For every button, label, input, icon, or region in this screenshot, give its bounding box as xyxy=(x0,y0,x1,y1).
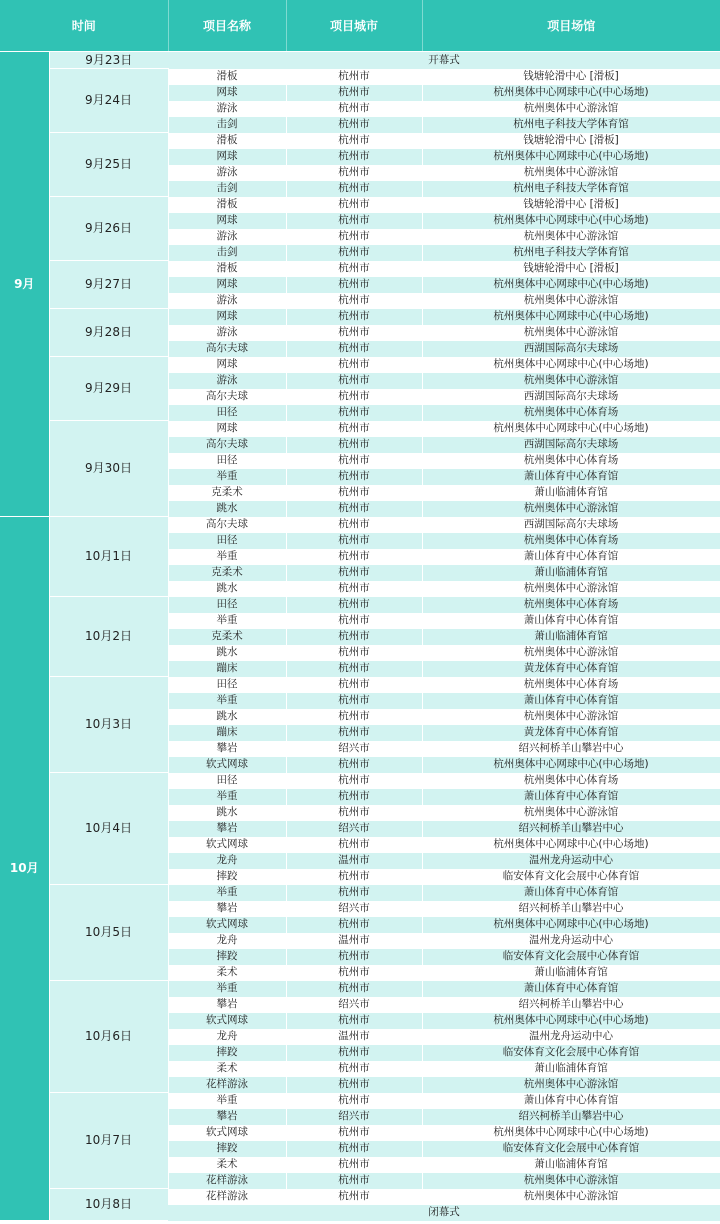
venue-cell: 温州龙舟运动中心 xyxy=(422,1029,720,1045)
event-row xyxy=(0,885,720,901)
sport-cell: 克柔术 xyxy=(168,485,286,501)
venue-cell: 杭州奥体中心网球中心(中心场地) xyxy=(422,1125,720,1141)
sport-cell: 网球 xyxy=(168,309,286,325)
venue-cell: 杭州奥体中心游泳馆 xyxy=(422,581,720,597)
city-cell: 杭州市 xyxy=(286,69,422,85)
venue-cell: 杭州奥体中心游泳馆 xyxy=(422,709,720,725)
date-cell: 9月23日 xyxy=(49,52,168,69)
sport-cell: 软式网球 xyxy=(168,837,286,853)
sport-cell: 花样游泳 xyxy=(168,1173,286,1189)
venue-cell: 杭州奥体中心体育场 xyxy=(422,597,720,613)
venue-cell: 杭州奥体中心游泳馆 xyxy=(422,805,720,821)
sport-cell: 攀岩 xyxy=(168,901,286,917)
date-cell: 10月2日 xyxy=(49,597,168,677)
sport-cell: 克柔术 xyxy=(168,629,286,645)
venue-cell: 萧山临浦体育馆 xyxy=(422,629,720,645)
city-cell: 温州市 xyxy=(286,1029,422,1045)
venue-cell: 钱塘轮滑中心 [滑板] xyxy=(422,69,720,85)
city-cell: 杭州市 xyxy=(286,565,422,581)
sport-cell: 网球 xyxy=(168,421,286,437)
date-cell: 10月7日 xyxy=(49,1093,168,1189)
city-cell: 温州市 xyxy=(286,853,422,869)
sport-cell: 攀岩 xyxy=(168,741,286,757)
venue-cell: 绍兴柯桥羊山攀岩中心 xyxy=(422,821,720,837)
sport-cell: 击剑 xyxy=(168,181,286,197)
venue-cell: 黄龙体育中心体育馆 xyxy=(422,725,720,741)
venue-cell: 杭州奥体中心网球中心(中心场地) xyxy=(422,309,720,325)
venue-cell: 临安体育文化会展中心体育馆 xyxy=(422,1141,720,1157)
city-cell: 杭州市 xyxy=(286,885,422,901)
venue-cell: 杭州奥体中心游泳馆 xyxy=(422,165,720,181)
sport-cell: 举重 xyxy=(168,549,286,565)
city-cell: 温州市 xyxy=(286,933,422,949)
venue-cell: 西湖国际高尔夫球场 xyxy=(422,517,720,533)
city-cell: 杭州市 xyxy=(286,1093,422,1109)
sport-cell: 跳水 xyxy=(168,581,286,597)
sport-cell: 跳水 xyxy=(168,501,286,517)
sport-cell: 软式网球 xyxy=(168,1013,286,1029)
sport-cell: 软式网球 xyxy=(168,757,286,773)
venue-cell: 杭州奥体中心游泳馆 xyxy=(422,229,720,245)
city-cell: 绍兴市 xyxy=(286,901,422,917)
sport-cell: 网球 xyxy=(168,357,286,373)
venue-cell: 杭州电子科技大学体育馆 xyxy=(422,245,720,261)
month-label: 9月 xyxy=(0,52,49,517)
city-cell: 杭州市 xyxy=(286,229,422,245)
venue-cell: 萧山临浦体育馆 xyxy=(422,485,720,501)
sport-cell: 举重 xyxy=(168,789,286,805)
city-cell: 杭州市 xyxy=(286,981,422,997)
event-row xyxy=(0,261,720,277)
event-row xyxy=(0,1189,720,1205)
venue-cell: 钱塘轮滑中心 [滑板] xyxy=(422,261,720,277)
venue-cell: 杭州奥体中心网球中心(中心场地) xyxy=(422,149,720,165)
venue-cell: 杭州奥体中心游泳馆 xyxy=(422,645,720,661)
city-cell: 杭州市 xyxy=(286,581,422,597)
header-venue: 项目场馆 xyxy=(422,0,720,52)
sport-cell: 游泳 xyxy=(168,165,286,181)
sport-cell: 跳水 xyxy=(168,645,286,661)
sport-cell: 克柔术 xyxy=(168,565,286,581)
venue-cell: 温州龙舟运动中心 xyxy=(422,853,720,869)
date-cell: 9月30日 xyxy=(49,421,168,517)
sport-cell: 柔术 xyxy=(168,1061,286,1077)
sport-cell: 田径 xyxy=(168,405,286,421)
city-cell: 杭州市 xyxy=(286,917,422,933)
venue-cell: 杭州奥体中心网球中心(中心场地) xyxy=(422,85,720,101)
sport-cell: 举重 xyxy=(168,693,286,709)
city-cell: 杭州市 xyxy=(286,325,422,341)
date-cell: 9月24日 xyxy=(49,69,168,133)
event-row xyxy=(0,517,720,533)
city-cell: 杭州市 xyxy=(286,1173,422,1189)
city-cell: 绍兴市 xyxy=(286,821,422,837)
venue-cell: 杭州奥体中心网球中心(中心场地) xyxy=(422,757,720,773)
sport-cell: 游泳 xyxy=(168,229,286,245)
city-cell: 杭州市 xyxy=(286,181,422,197)
city-cell: 杭州市 xyxy=(286,341,422,357)
city-cell: 杭州市 xyxy=(286,389,422,405)
city-cell: 杭州市 xyxy=(286,613,422,629)
sport-cell: 柔术 xyxy=(168,965,286,981)
venue-cell: 萧山临浦体育馆 xyxy=(422,965,720,981)
venue-cell: 绍兴柯桥羊山攀岩中心 xyxy=(422,1109,720,1125)
sport-cell: 滑板 xyxy=(168,133,286,149)
city-cell: 杭州市 xyxy=(286,805,422,821)
venue-cell: 杭州奥体中心网球中心(中心场地) xyxy=(422,357,720,373)
sport-cell: 滑板 xyxy=(168,197,286,213)
city-cell: 杭州市 xyxy=(286,149,422,165)
month-label: 10月 xyxy=(0,517,49,1221)
event-row xyxy=(0,421,720,437)
city-cell: 杭州市 xyxy=(286,709,422,725)
venue-cell: 萧山体育中心体育馆 xyxy=(422,981,720,997)
sport-cell: 龙舟 xyxy=(168,853,286,869)
city-cell: 杭州市 xyxy=(286,1013,422,1029)
date-cell: 10月8日 xyxy=(49,1189,168,1221)
sport-cell: 田径 xyxy=(168,773,286,789)
city-cell: 杭州市 xyxy=(286,677,422,693)
city-cell: 杭州市 xyxy=(286,1189,422,1205)
city-cell: 杭州市 xyxy=(286,757,422,773)
venue-cell: 杭州电子科技大学体育馆 xyxy=(422,181,720,197)
venue-cell: 杭州奥体中心网球中心(中心场地) xyxy=(422,837,720,853)
venue-cell: 杭州奥体中心游泳馆 xyxy=(422,373,720,389)
city-cell: 杭州市 xyxy=(286,965,422,981)
ceremony-row xyxy=(0,52,720,69)
venue-cell: 临安体育文化会展中心体育馆 xyxy=(422,949,720,965)
header-row xyxy=(0,0,720,52)
venue-cell: 萧山体育中心体育馆 xyxy=(422,549,720,565)
venue-cell: 杭州奥体中心游泳馆 xyxy=(422,1173,720,1189)
venue-cell: 杭州奥体中心游泳馆 xyxy=(422,325,720,341)
event-row xyxy=(0,773,720,789)
city-cell: 杭州市 xyxy=(286,261,422,277)
sport-cell: 游泳 xyxy=(168,101,286,117)
city-cell: 杭州市 xyxy=(286,101,422,117)
city-cell: 杭州市 xyxy=(286,949,422,965)
city-cell: 杭州市 xyxy=(286,421,422,437)
city-cell: 杭州市 xyxy=(286,293,422,309)
date-cell: 9月28日 xyxy=(49,309,168,357)
sport-cell: 蹦床 xyxy=(168,725,286,741)
event-row xyxy=(0,309,720,325)
date-cell: 9月25日 xyxy=(49,133,168,197)
event-row xyxy=(0,357,720,373)
venue-cell: 杭州奥体中心网球中心(中心场地) xyxy=(422,421,720,437)
sport-cell: 软式网球 xyxy=(168,1125,286,1141)
venue-cell: 钱塘轮滑中心 [滑板] xyxy=(422,197,720,213)
ceremony-cell: 闭幕式 xyxy=(168,1205,720,1221)
city-cell: 杭州市 xyxy=(286,869,422,885)
venue-cell: 黄龙体育中心体育馆 xyxy=(422,661,720,677)
city-cell: 杭州市 xyxy=(286,245,422,261)
venue-cell: 绍兴柯桥羊山攀岩中心 xyxy=(422,741,720,757)
city-cell: 杭州市 xyxy=(286,661,422,677)
sport-cell: 跳水 xyxy=(168,709,286,725)
sport-cell: 摔跤 xyxy=(168,949,286,965)
sport-cell: 田径 xyxy=(168,677,286,693)
city-cell: 杭州市 xyxy=(286,405,422,421)
venue-cell: 杭州奥体中心游泳馆 xyxy=(422,293,720,309)
date-cell: 9月27日 xyxy=(49,261,168,309)
venue-cell: 萧山体育中心体育馆 xyxy=(422,469,720,485)
sport-cell: 高尔夫球 xyxy=(168,389,286,405)
sport-cell: 网球 xyxy=(168,149,286,165)
venue-cell: 绍兴柯桥羊山攀岩中心 xyxy=(422,997,720,1013)
city-cell: 杭州市 xyxy=(286,773,422,789)
venue-cell: 杭州奥体中心游泳馆 xyxy=(422,1189,720,1205)
city-cell: 杭州市 xyxy=(286,1157,422,1173)
date-cell: 9月29日 xyxy=(49,357,168,421)
sport-cell: 攀岩 xyxy=(168,997,286,1013)
sport-cell: 游泳 xyxy=(168,293,286,309)
venue-cell: 萧山体育中心体育馆 xyxy=(422,789,720,805)
sport-cell: 花样游泳 xyxy=(168,1189,286,1205)
city-cell: 杭州市 xyxy=(286,117,422,133)
city-cell: 绍兴市 xyxy=(286,997,422,1013)
event-row xyxy=(0,677,720,693)
city-cell: 杭州市 xyxy=(286,437,422,453)
sport-cell: 龙舟 xyxy=(168,1029,286,1045)
ceremony-cell: 开幕式 xyxy=(168,52,720,69)
sport-cell: 举重 xyxy=(168,885,286,901)
city-cell: 绍兴市 xyxy=(286,1109,422,1125)
sport-cell: 柔术 xyxy=(168,1157,286,1173)
date-cell: 10月1日 xyxy=(49,517,168,597)
city-cell: 杭州市 xyxy=(286,277,422,293)
city-cell: 杭州市 xyxy=(286,837,422,853)
sport-cell: 举重 xyxy=(168,613,286,629)
city-cell: 杭州市 xyxy=(286,693,422,709)
city-cell: 杭州市 xyxy=(286,645,422,661)
city-cell: 杭州市 xyxy=(286,469,422,485)
city-cell: 杭州市 xyxy=(286,533,422,549)
event-row xyxy=(0,981,720,997)
venue-cell: 杭州奥体中心体育场 xyxy=(422,533,720,549)
sport-cell: 游泳 xyxy=(168,373,286,389)
sport-cell: 举重 xyxy=(168,1093,286,1109)
city-cell: 杭州市 xyxy=(286,517,422,533)
city-cell: 杭州市 xyxy=(286,1045,422,1061)
venue-cell: 杭州奥体中心体育场 xyxy=(422,405,720,421)
city-cell: 杭州市 xyxy=(286,1077,422,1093)
schedule-body xyxy=(0,52,720,1221)
event-row xyxy=(0,1093,720,1109)
sport-cell: 网球 xyxy=(168,213,286,229)
sport-cell: 游泳 xyxy=(168,325,286,341)
city-cell: 杭州市 xyxy=(286,309,422,325)
venue-cell: 临安体育文化会展中心体育馆 xyxy=(422,1045,720,1061)
date-cell: 10月3日 xyxy=(49,677,168,773)
header-time: 时间 xyxy=(0,0,168,52)
city-cell: 杭州市 xyxy=(286,1061,422,1077)
venue-cell: 临安体育文化会展中心体育馆 xyxy=(422,869,720,885)
venue-cell: 杭州奥体中心网球中心(中心场地) xyxy=(422,917,720,933)
event-row xyxy=(0,69,720,85)
venue-cell: 杭州奥体中心网球中心(中心场地) xyxy=(422,213,720,229)
venue-cell: 萧山临浦体育馆 xyxy=(422,1061,720,1077)
date-cell: 9月26日 xyxy=(49,197,168,261)
sport-cell: 网球 xyxy=(168,277,286,293)
sport-cell: 跳水 xyxy=(168,805,286,821)
venue-cell: 杭州奥体中心游泳馆 xyxy=(422,101,720,117)
city-cell: 杭州市 xyxy=(286,373,422,389)
sport-cell: 软式网球 xyxy=(168,917,286,933)
venue-cell: 杭州奥体中心体育场 xyxy=(422,677,720,693)
city-cell: 杭州市 xyxy=(286,725,422,741)
city-cell: 杭州市 xyxy=(286,453,422,469)
venue-cell: 杭州电子科技大学体育馆 xyxy=(422,117,720,133)
date-cell: 10月6日 xyxy=(49,981,168,1093)
sport-cell: 摔跤 xyxy=(168,1141,286,1157)
venue-cell: 萧山临浦体育馆 xyxy=(422,1157,720,1173)
sport-cell: 举重 xyxy=(168,981,286,997)
sport-cell: 田径 xyxy=(168,597,286,613)
sport-cell: 滑板 xyxy=(168,69,286,85)
venue-cell: 钱塘轮滑中心 [滑板] xyxy=(422,133,720,149)
sport-cell: 高尔夫球 xyxy=(168,341,286,357)
city-cell: 杭州市 xyxy=(286,629,422,645)
venue-cell: 杭州奥体中心体育场 xyxy=(422,773,720,789)
header-sport: 项目名称 xyxy=(168,0,286,52)
venue-cell: 萧山临浦体育馆 xyxy=(422,565,720,581)
city-cell: 杭州市 xyxy=(286,789,422,805)
sport-cell: 网球 xyxy=(168,85,286,101)
venue-cell: 萧山体育中心体育馆 xyxy=(422,885,720,901)
sport-cell: 花样游泳 xyxy=(168,1077,286,1093)
event-row xyxy=(0,133,720,149)
sport-cell: 击剑 xyxy=(168,117,286,133)
city-cell: 杭州市 xyxy=(286,165,422,181)
city-cell: 杭州市 xyxy=(286,549,422,565)
venue-cell: 萧山体育中心体育馆 xyxy=(422,693,720,709)
venue-cell: 杭州奥体中心游泳馆 xyxy=(422,1077,720,1093)
city-cell: 杭州市 xyxy=(286,213,422,229)
sport-cell: 田径 xyxy=(168,453,286,469)
city-cell: 杭州市 xyxy=(286,501,422,517)
date-cell: 10月5日 xyxy=(49,885,168,981)
sport-cell: 举重 xyxy=(168,469,286,485)
city-cell: 杭州市 xyxy=(286,133,422,149)
venue-cell: 杭州奥体中心体育场 xyxy=(422,453,720,469)
sport-cell: 攀岩 xyxy=(168,821,286,837)
city-cell: 杭州市 xyxy=(286,357,422,373)
header-city: 项目城市 xyxy=(286,0,422,52)
city-cell: 杭州市 xyxy=(286,1125,422,1141)
sport-cell: 蹦床 xyxy=(168,661,286,677)
event-row xyxy=(0,597,720,613)
city-cell: 杭州市 xyxy=(286,197,422,213)
sport-cell: 摔跤 xyxy=(168,869,286,885)
city-cell: 杭州市 xyxy=(286,597,422,613)
venue-cell: 萧山体育中心体育馆 xyxy=(422,613,720,629)
city-cell: 绍兴市 xyxy=(286,741,422,757)
sport-cell: 攀岩 xyxy=(168,1109,286,1125)
venue-cell: 西湖国际高尔夫球场 xyxy=(422,389,720,405)
sport-cell: 摔跤 xyxy=(168,1045,286,1061)
sport-cell: 龙舟 xyxy=(168,933,286,949)
sport-cell: 高尔夫球 xyxy=(168,517,286,533)
sport-cell: 击剑 xyxy=(168,245,286,261)
sport-cell: 高尔夫球 xyxy=(168,437,286,453)
venue-cell: 杭州奥体中心网球中心(中心场地) xyxy=(422,1013,720,1029)
venue-cell: 西湖国际高尔夫球场 xyxy=(422,437,720,453)
city-cell: 杭州市 xyxy=(286,1141,422,1157)
venue-cell: 西湖国际高尔夫球场 xyxy=(422,341,720,357)
date-cell: 10月4日 xyxy=(49,773,168,885)
city-cell: 杭州市 xyxy=(286,485,422,501)
venue-cell: 杭州奥体中心游泳馆 xyxy=(422,501,720,517)
venue-cell: 杭州奥体中心网球中心(中心场地) xyxy=(422,277,720,293)
venue-cell: 温州龙舟运动中心 xyxy=(422,933,720,949)
sport-cell: 滑板 xyxy=(168,261,286,277)
venue-cell: 绍兴柯桥羊山攀岩中心 xyxy=(422,901,720,917)
sport-cell: 田径 xyxy=(168,533,286,549)
city-cell: 杭州市 xyxy=(286,85,422,101)
event-row xyxy=(0,197,720,213)
venue-cell: 萧山体育中心体育馆 xyxy=(422,1093,720,1109)
